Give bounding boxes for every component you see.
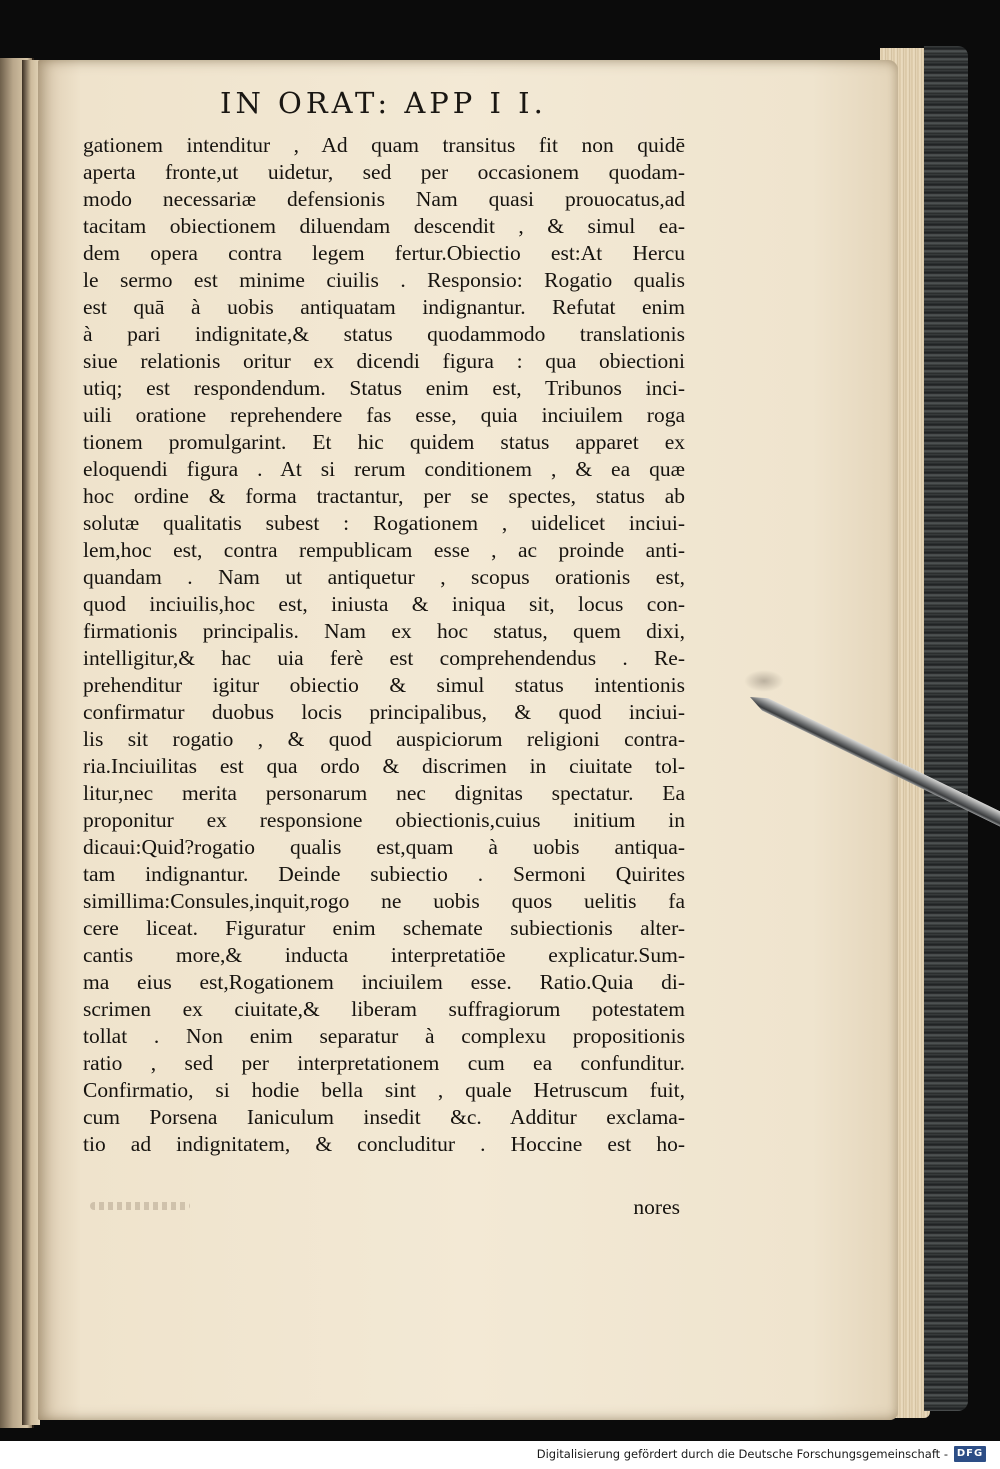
text-line: quandam . Nam ut antiquetur , scopus orationis est, xyxy=(83,565,685,589)
text-line: le sermo est minime ciuilis . Responsio: Rogatio qualis xyxy=(83,268,685,292)
text-line: siue relationis oritur ex dicendi figura : qua obiectioni xyxy=(83,349,685,373)
running-head: IN ORAT: APP I I. xyxy=(220,86,547,120)
text-line: lem,hoc est, contra rempublicam esse , ac proinde anti- xyxy=(83,538,685,562)
text-line: tam indignantur. Deinde subiectio . Sermoni Quirites xyxy=(83,862,685,886)
text-line: intelligitur,& hac uia ferè est comprehendendus . Re- xyxy=(83,646,685,670)
text-line: ratio , sed per interpretationem cum ea confunditur. xyxy=(83,1051,685,1075)
text-line: gationem intenditur , Ad quam transitus fit non quidē xyxy=(83,133,685,157)
footer-credit: Digitalisierung gefördert durch die Deutsche Forschungsgemeinschaft - xyxy=(536,1447,948,1461)
dfg-logo-icon: DFG xyxy=(954,1446,986,1462)
text-line: ria.Inciuilitas est qua ordo & discrimen in ciuitate tol- xyxy=(83,754,685,778)
text-line: uili oratione reprehendere fas esse, quia inciuilem roga xyxy=(83,403,685,427)
text-line: cere liceat. Figuratur enim schemate subiectionis alter- xyxy=(83,916,685,940)
text-line: scrimen ex ciuitate,& liberam suffragiorum potestatem xyxy=(83,997,685,1021)
text-line: eloquendi figura . At si rerum conditionem , & ea quæ xyxy=(83,457,685,481)
text-line: dicaui:Quid?rogatio qualis est,quam à uobis antiqua- xyxy=(83,835,685,859)
pointer-shadow xyxy=(744,670,784,692)
text-line: tio ad indignitatem, & concluditur . Hoccine est ho- xyxy=(83,1132,685,1156)
text-line: firmationis principalis. Nam ex hoc status, quem dixi, xyxy=(83,619,685,643)
text-line: cum Porsena Ianiculum insedit &c. Additur exclama- xyxy=(83,1105,685,1129)
text-line: solutæ qualitatis subest : Rogationem , uidelicet inciui- xyxy=(83,511,685,535)
text-line: ma eius est,Rogationem inciuilem esse. Ratio.Quia di- xyxy=(83,970,685,994)
text-line: tollat . Non enim separatur à complexu propositionis xyxy=(83,1024,685,1048)
text-line: quod inciuilis,hoc est, iniusta & iniqua sit, locus con- xyxy=(83,592,685,616)
text-line: litur,nec merita personarum nec dignitas spectatur. Ea xyxy=(83,781,685,805)
text-line: proponitur ex responsione obiectionis,cuius initium in xyxy=(83,808,685,832)
text-line: modo necessariæ defensionis Nam quasi prouocatus,ad xyxy=(83,187,685,211)
text-line: lis sit rogatio , & quod auspiciorum religioni contra- xyxy=(83,727,685,751)
text-line: à pari indignitate,& status quodammodo translationis xyxy=(83,322,685,346)
text-line: dem opera contra legem fertur.Obiectio est:At Hercu xyxy=(83,241,685,265)
text-block xyxy=(83,132,685,1158)
text-line: utiq; est respondendum. Status enim est, Tribunos inci- xyxy=(83,376,685,400)
text-line: aperta fronte,ut uidetur, sed per occasionem quodam- xyxy=(83,160,685,184)
text-line: confirmatur duobus locis principalibus, & quod inciui- xyxy=(83,700,685,724)
text-line: tacitam obiectionem diluendam descendit , & simul ea- xyxy=(83,214,685,238)
text-line: hoc ordine & forma tractantur, per se spectes, status ab xyxy=(83,484,685,508)
text-line: Confirmatio, si hodie bella sint , quale Hetruscum fuit, xyxy=(83,1078,685,1102)
text-line: tionem promulgarint. Et hic quidem status apparet ex xyxy=(83,430,685,454)
text-line: cantis more,& inducta interpretatiōe explicatur.Sum- xyxy=(83,943,685,967)
footer-bar xyxy=(0,1441,1000,1469)
faint-ink-trace xyxy=(90,1202,190,1210)
text-line: simillima:Consules,inquit,rogo ne uobis quos uelitis fa xyxy=(83,889,685,913)
text-line: est quā à uobis antiquatam indignantur. Refutat enim xyxy=(83,295,685,319)
catchword: nores xyxy=(633,1195,680,1219)
book-cover-edge xyxy=(924,46,968,1411)
text-line: prehenditur igitur obiectio & simul status intentionis xyxy=(83,673,685,697)
